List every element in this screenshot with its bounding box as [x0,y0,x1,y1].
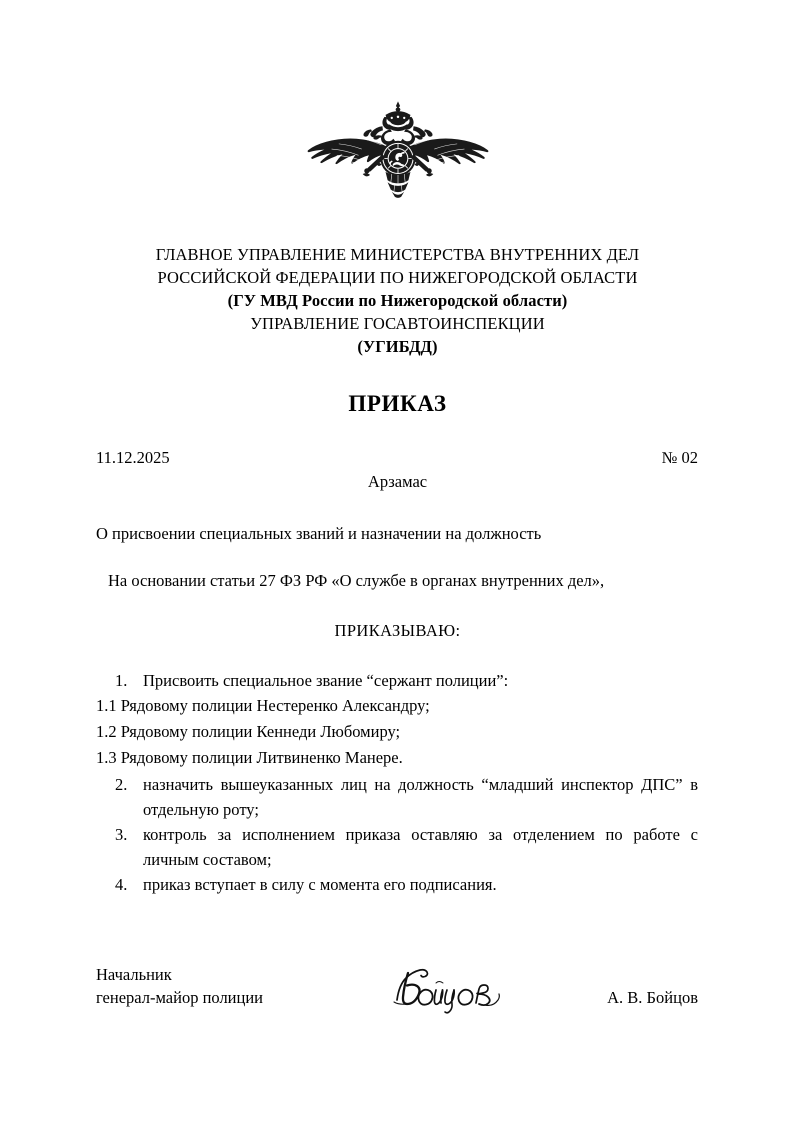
order-item-3-number: 3. [115,825,128,844]
russian-mvd-double-headed-eagle-emblem [289,96,507,198]
signer-position-line-2: генерал-майор полиции [96,988,263,1007]
order-items-list [96,668,698,897]
org-line-3: (ГУ МВД России по Нижегородской области) [227,291,568,310]
legal-basis-paragraph: На основании статьи 27 ФЗ РФ «О службе в органах внутренних дел», [108,571,605,590]
signature-icon [382,961,542,1017]
order-item-3-text: контроль за исполнением приказа оставляю за отделением по работе с личным составом; [143,825,698,869]
document-city: Арзамас [367,472,428,491]
signature-block [96,963,698,1023]
document-subject: О присвоении специальных званий и назначении на должность [96,524,542,543]
org-line-4: УПРАВЛЕНИЕ ГОСАВТОИНСПЕКЦИИ [250,314,545,333]
order-item-2-number: 2. [115,775,128,794]
signer-name: А. В. Бойцов [607,988,698,1007]
order-item-4 [96,872,698,897]
order-item-1-text: Присвоить специальное звание “сержант полиции”: [143,671,509,690]
order-item-1-1: 1.1 Рядовому полиции Нестеренко Александру; [96,696,430,715]
org-line-1: ГЛАВНОЕ УПРАВЛЕНИЕ МИНИСТЕРСТВА ВНУТРЕННИХ ДЕЛ [155,245,640,264]
order-item-4-text: приказ вступает в силу с момента его подписания. [143,875,497,894]
document-title: ПРИКАЗ [348,391,447,416]
order-item-4-number: 4. [115,875,128,894]
signer-position-line-1: Начальник [96,965,172,984]
document-date: 11.12.2025 [96,448,170,467]
signer-position [96,963,263,1009]
order-item-2-text: назначить вышеуказанных лиц на должность “младший инспектор ДПС” в отдельную роту; [143,775,698,819]
order-item-3 [96,822,698,872]
document-number: № 02 [661,448,698,467]
order-item-1 [96,668,698,693]
organization-header [60,243,735,358]
org-line-5: (УГИБДД) [357,337,438,356]
order-item-1-number: 1. [115,671,128,690]
order-item-1-2: 1.2 Рядовому полиции Кеннеди Любомиру; [96,722,401,741]
org-line-2: РОССИЙСКОЙ ФЕДЕРАЦИИ ПО НИЖЕГОРОДСКОЙ ОБЛАСТИ [157,268,638,287]
order-item-2 [96,772,698,822]
emblem-container [0,96,795,198]
document-meta-row [96,448,698,468]
order-keyword: ПРИКАЗЫВАЮ: [334,621,461,640]
order-item-1-3: 1.3 Рядовому полиции Литвиненко Манере. [96,748,403,767]
handwritten-signature [382,961,542,1017]
